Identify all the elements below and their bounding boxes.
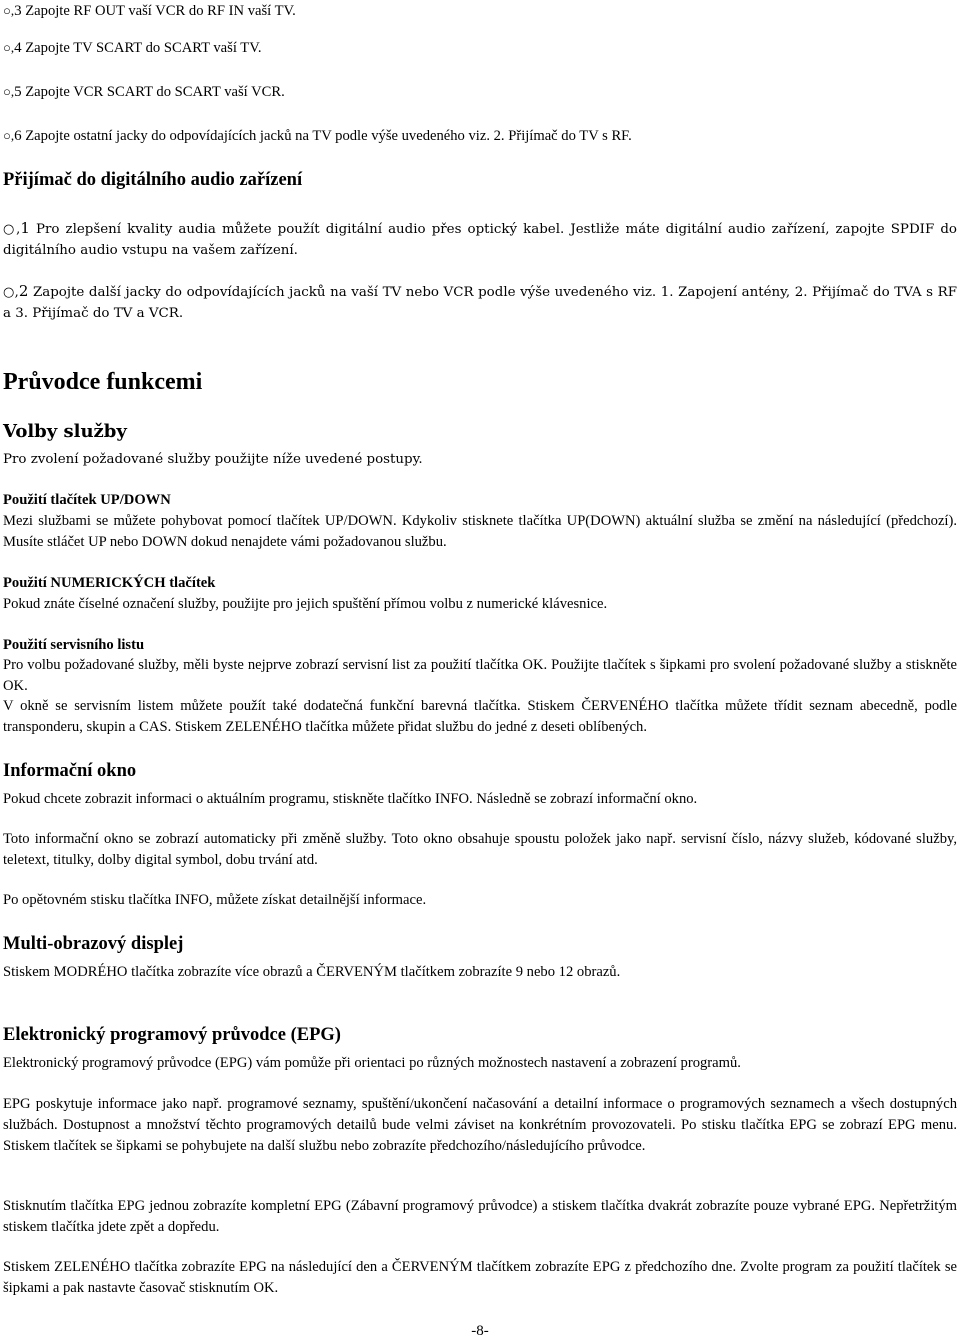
multi-text: Stiskem MODRÉHO tlačítka zobrazíte více obrazů a ČERVENÝM tlačítkem zobrazíte 9 nebo 12 obrazů. xyxy=(3,964,621,980)
epg-text-1: Elektronický programový průvodce (EPG) vám pomůže při orientaci po různých možnostech nastavení a zobrazení programů. xyxy=(3,1055,741,1071)
step-5: ○,5 Zapojte VCR SCART do SCART vaší VCR. xyxy=(3,84,285,100)
digital-audio-heading: Přijímač do digitálního audio zařízení xyxy=(3,170,303,190)
step-6: ○,6 Zapojte ostatní jacky do odpovídajících jacků na TV podle výše uvedeného viz. 2. Přijímač do TV s RF. xyxy=(3,128,632,144)
step-3: ○,3 Zapojte RF OUT vaší VCR do RF IN vaší TV. xyxy=(3,3,296,19)
epg-text-2: EPG poskytuje informace jako např. programové seznamy, spuštění/ukončení načasování a detailní informace o programových seznamech a všech dostupných službách. Dostupnost a množství těchto programových detailů bude velmi záviset na konkrétním provozovateli. Po stisku tlačítka EPG se zobrazí EPG menu. Stiskem tlačítek se šipkami se pohybujete na další službu nebo zobrazíte předchozího/následujícího průvodce. xyxy=(3,1096,957,1154)
epg-text-3: Stisknutím tlačítka EPG jednou zobrazíte kompletní EPG (Zábavní programový průvodce) a stiskem tlačítka dvakrát zobrazíte pouze vybrané EPG. Nepřetržitým stiskem tlačítka jdete zpět a dopředu. xyxy=(3,1198,957,1235)
servlist-text-2: V okně se servisním listem můžete použít také dodatečná funkční barevná tlačítka. Stiskem ČERVENÉHO tlačítka můžete třídit seznam abecedně, podle transponderu, skupin a CAS. Stiskem ZELENÉHO tlačítka můžete přidat službu do jedné z deseti oblíbených. xyxy=(3,698,957,735)
updown-text: Mezi službami se můžete pohybovat pomocí tlačítek UP/DOWN. Kdykoliv stisknete tlačítka UP(DOWN) aktuální služba se změní na následující (předchozí). Musíte stláčet UP nebo DOWN dokud nenajdete vámi požadovanou službu. xyxy=(3,513,957,550)
guide-title: Průvodce funkcemi xyxy=(3,369,203,395)
service-heading: Volby služby xyxy=(3,421,127,442)
epg-heading: Elektronický programový průvodce (EPG) xyxy=(3,1025,341,1045)
info-heading: Informační okno xyxy=(3,761,137,781)
numeric-heading: Použití NUMERICKÝCH tlačítek xyxy=(3,575,216,591)
page-number: -8- xyxy=(471,1323,489,1339)
service-intro: Pro zvolení požadované služby použijte níže uvedené postupy. xyxy=(3,452,423,467)
info-text-3: Po opětovném stisku tlačítka INFO, můžete získat detailnější informace. xyxy=(3,892,427,908)
info-text-2: Toto informační okno se zobrazí automaticky při změně služby. Toto okno obsahuje spoustu položek jako např. servisní číslo, názvy služeb, kódované služby, teletext, titulky, dolby digital symbol, dobu trvání atd. xyxy=(3,831,957,868)
digital-audio-step-1: ○,1 Pro zlepšení kvality audia můžete použít digitální audio přes optický kabel. Jestliže máte digitální audio zařízení, zapojte SPDIF do digitálního audio vstupu na vašem zařízení. xyxy=(3,219,957,258)
numeric-text: Pokud znáte číselné označení služby, použijte pro jejich spuštění přímou volbu z numerické klávesnice. xyxy=(3,596,608,612)
updown-heading: Použití tlačítek UP/DOWN xyxy=(3,492,171,508)
multi-heading: Multi-obrazový displej xyxy=(3,934,184,954)
digital-audio-step-2: ○,2 Zapojte další jacky do odpovídajících jacků na vaší TV nebo VCR podle výše uvedeného viz. 1. Zapojení antény, 2. Přijímač do TVA s RF a 3. Přijímač do TV a VCR. xyxy=(3,282,957,321)
step-4: ○,4 Zapojte TV SCART do SCART vaší TV. xyxy=(3,40,262,56)
epg-text-4: Stiskem ZELENÉHO tlačítka zobrazíte EPG na následující den a ČERVENÝM tlačítkem zobrazíte EPG z předchozího dne. Zvolte program za použití tlačítek se šipkami a pak nastavte časovač stisknutím OK. xyxy=(3,1259,957,1296)
servlist-heading: Použití servisního listu xyxy=(3,637,145,653)
servlist-text-1: Pro volbu požadované služby, měli byste nejprve zobrazí servisní list za použití tlačítka OK. Použijte tlačítek s šipkami pro svolení požadované služby a stiskněte OK. xyxy=(3,657,957,694)
info-text-1: Pokud chcete zobrazit informaci o aktuálním programu, stiskněte tlačítko INFO. Následně se zobrazí informační okno. xyxy=(3,791,698,807)
